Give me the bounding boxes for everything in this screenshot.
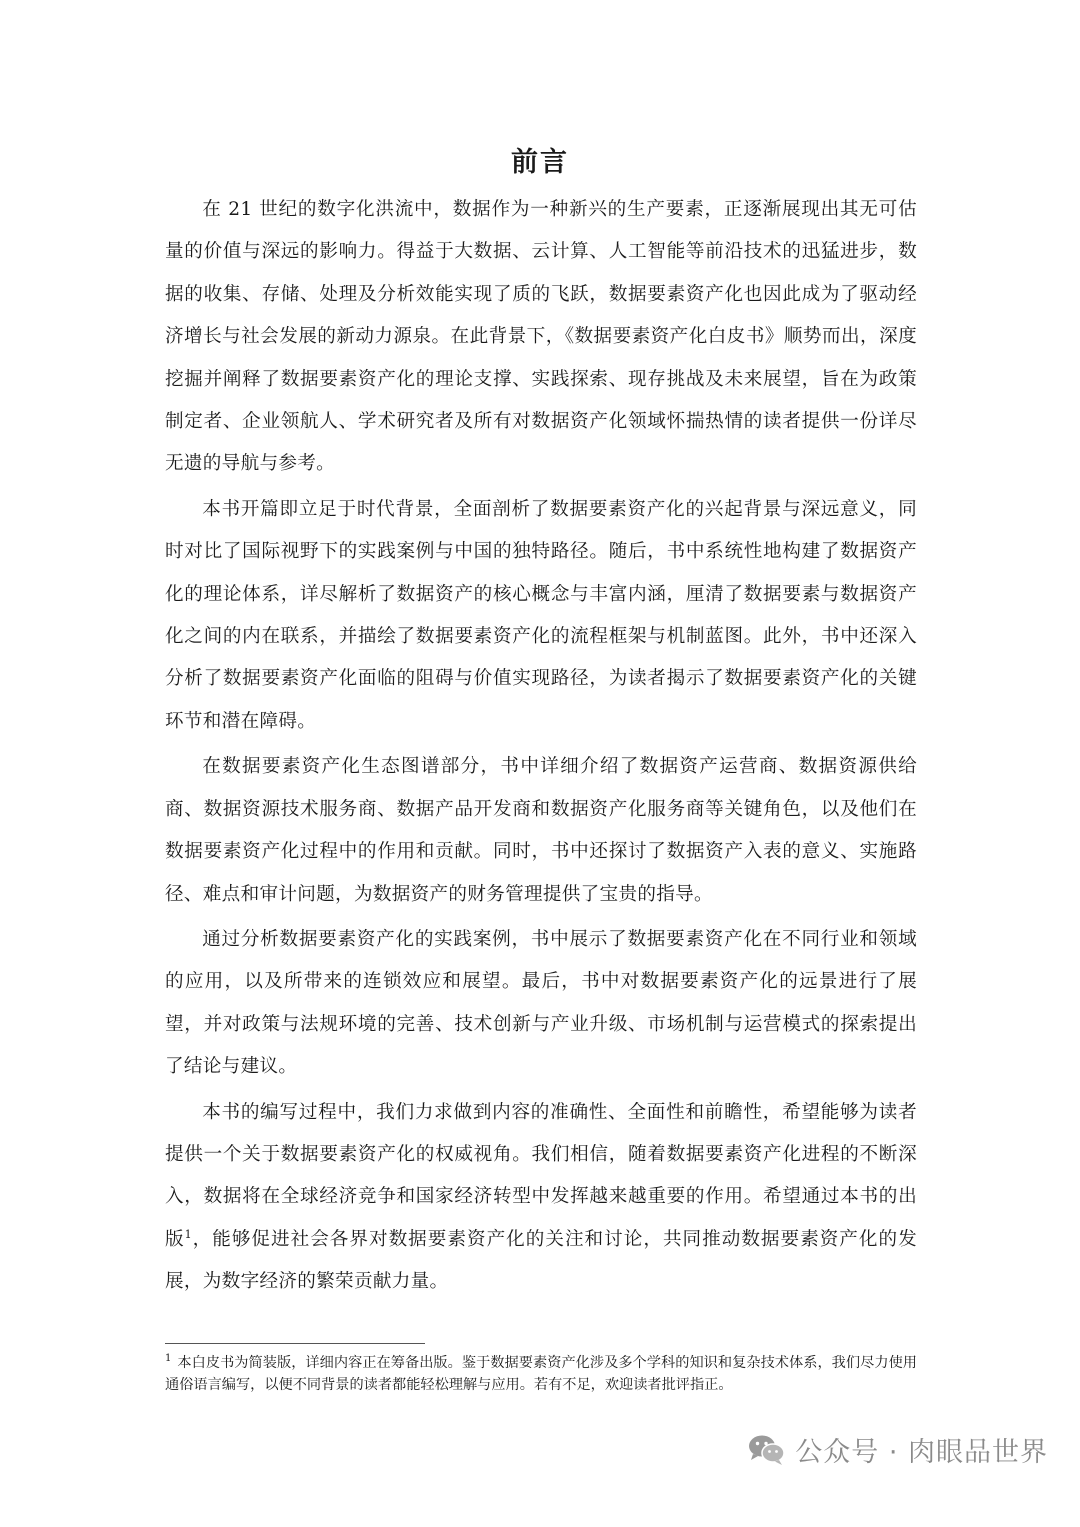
- paragraph-1: 在 21 世纪的数字化洪流中，数据作为一种新兴的生产要素，正逐渐展现出其无可估量的价值与深远的影响力。得益于大数据、云计算、人工智能等前沿技术的迅猛进步，数据的收集、存储、处理及分析效能实现了质的飞跃，数据要素资产化也因此成为了驱动经济增长与社会发展的新动力源泉。在此背景下，《数据要素资产化白皮书》顺势而出，深度挖掘并阐释了数据要素资产化的理论支撑、实践探索、现存挑战及未来展望，旨在为政策制定者、企业领航人、学术研究者及所有对数据资产化领域怀揣热情的读者提供一份详尽无遗的导航与参考。: [165, 199, 917, 475]
- paragraph-5: [165, 1092, 917, 1304]
- wechat-icon: [747, 1433, 787, 1467]
- footnote-text: 本白皮书为简装版，详细内容正在筹备出版。鉴于数据要素资产化涉及多个学科的知识和复杂技术体系，我们尽力使用通俗语言编写，以便不同背景的读者都能轻松理解与应用。若有不足，欢迎读者批评指正。: [165, 1355, 917, 1393]
- paragraph-2: 本书开篇即立足于时代背景，全面剖析了数据要素资产化的兴起背景与深远意义，同时对比了国际视野下的实践案例与中国的独特路径。随后，书中系统性地构建了数据资产化的理论体系，详尽解析了数据资产的核心概念与丰富内涵，厘清了数据要素与数据资产化之间的内在联系，并描绘了数据要素资产化的流程框架与机制蓝图。此外，书中还深入分析了数据要素资产化面临的阻碍与价值实现路径，为读者揭示了数据要素资产化的关键环节和潜在障碍。: [165, 498, 917, 732]
- watermark-text: 公众号 · 肉眼品世界: [795, 1437, 1048, 1468]
- body-text: [165, 189, 917, 1307]
- paragraph-4: 通过分析数据要素资产化的实践案例，书中展示了数据要素资产化在不同行业和领域的应用，以及所带来的连锁效应和展望。最后，书中对数据要素资产化的远景进行了展望，并对政策与法规环境的完善、技术创新与产业升级、市场机制与运营模式的探索提出了结论与建议。: [165, 928, 917, 1078]
- paragraph-5-part-2: ，能够促进社会各界对数据要素资产化的关注和讨论，共同推动数据要素资产化的发展，为数字经济的繁荣贡献力量。: [165, 1228, 917, 1293]
- footnote: [165, 1352, 917, 1396]
- footnote-divider: [165, 1343, 425, 1344]
- footnote-reference: 1: [184, 1227, 192, 1241]
- paragraph-5-part-1: 本书的编写过程中，我们力求做到内容的准确性、全面性和前瞻性，希望能够为读者提供一个关于数据要素资产化的权威视角。我们相信，随着数据要素资产化进程的不断深入，数据将在全球经济竞争和国家经济转型中发挥越来越重要的作用。希望通过本书的出版: [165, 1101, 917, 1250]
- page-title: 前言: [511, 147, 569, 178]
- paragraph-3: 在数据要素资产化生态图谱部分，书中详细介绍了数据资产运营商、数据资源供给商、数据资源技术服务商、数据产品开发商和数据资产化服务商等关键角色，以及他们在数据要素资产化过程中的作用和贡献。同时，书中还探讨了数据资产入表的意义、实施路径、难点和审计问题，为数据资产的财务管理提供了宝贵的指导。: [165, 756, 917, 905]
- footnote-mark: 1: [165, 1353, 172, 1365]
- watermark: [747, 1430, 1048, 1469]
